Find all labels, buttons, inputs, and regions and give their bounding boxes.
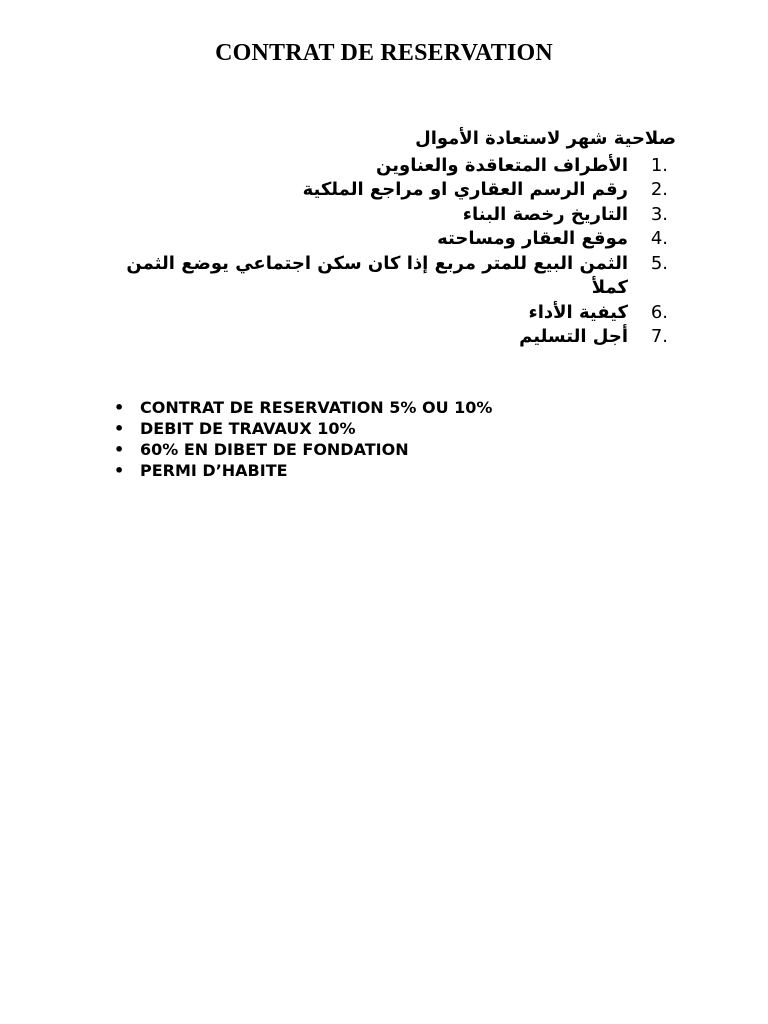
bullet-text: 60% EN DIBET DE FONDATION <box>140 440 409 459</box>
arabic-list-item <box>110 203 676 228</box>
bullet-list-item <box>112 460 492 481</box>
bullet-text: PERMI D’HABITE <box>140 461 288 480</box>
list-item-text: رقم الرسم العقاري او مراجع الملكية <box>302 179 628 200</box>
list-item-text: أجل التسليم <box>519 326 628 347</box>
arabic-list-item <box>110 227 676 252</box>
bullet-text: CONTRAT DE RESERVATION 5% OU 10% <box>140 398 493 417</box>
arabic-list-item <box>110 178 676 203</box>
arabic-heading: صلاحية شهر لاستعادة الأموال <box>415 128 676 149</box>
list-item-number: 5. <box>650 252 668 274</box>
list-item-number: 2. <box>650 179 668 200</box>
arabic-list-item <box>110 301 676 326</box>
bullet-icon: • <box>114 461 125 480</box>
arabic-list-item <box>110 252 676 301</box>
list-item-number: 6. <box>650 301 668 323</box>
list-item-text: التاريخ رخصة البناء <box>462 203 628 225</box>
list-item-number: 4. <box>650 228 668 249</box>
bullet-icon: • <box>114 419 125 438</box>
bullet-icon: • <box>114 440 125 459</box>
arabic-list-item <box>110 325 676 350</box>
list-item-text: الأطراف المتعاقدة والعناوين <box>376 154 628 176</box>
bullet-list-item <box>112 397 492 418</box>
list-item-text: موقع العقار ومساحته <box>437 228 628 249</box>
list-item-number: 1. <box>650 154 668 176</box>
arabic-section <box>110 127 676 350</box>
arabic-list-item <box>110 154 676 179</box>
list-item-number: 3. <box>650 203 668 225</box>
list-item-number: 7. <box>650 326 668 347</box>
arabic-numbered-list <box>110 154 676 350</box>
list-item-text: كيفية الأداء <box>528 301 628 323</box>
bullet-list-item <box>112 439 492 460</box>
document-title: CONTRAT DE RESERVATION <box>215 40 553 66</box>
bullet-list-item <box>112 418 492 439</box>
bullet-icon: • <box>114 398 125 417</box>
list-item-text: الثمن البيع للمتر مربع إذا كان سكن اجتماعي يوضع الثمن كملأ <box>126 252 628 298</box>
bullet-list <box>112 397 492 481</box>
bullet-text: DEBIT DE TRAVAUX 10% <box>140 419 356 438</box>
